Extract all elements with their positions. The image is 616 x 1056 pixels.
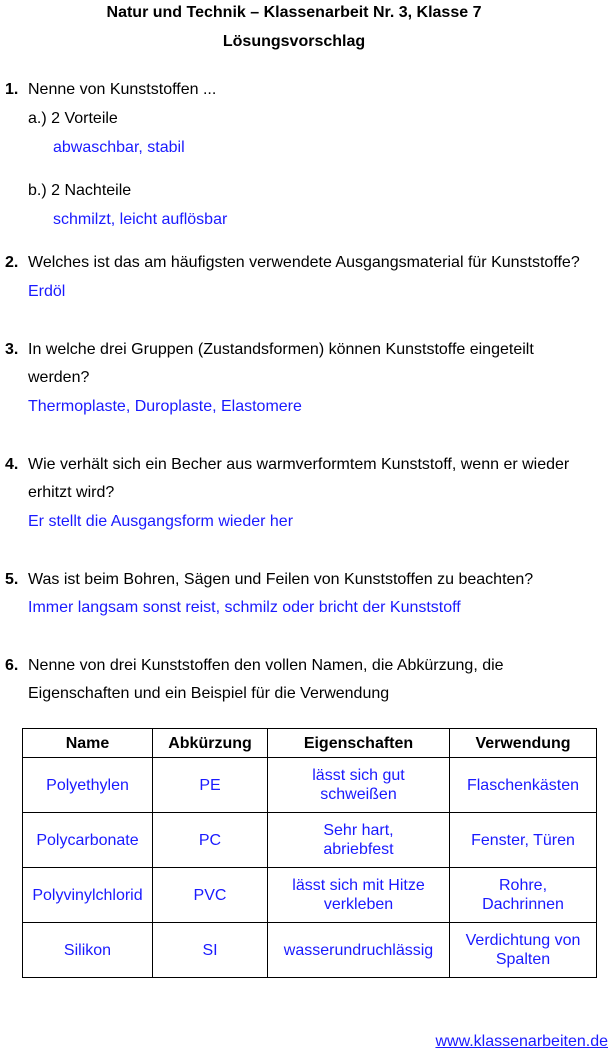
question-6-text-line1: Nenne von drei Kunststoffen den vollen Namen, die Abkürzung, die bbox=[28, 657, 504, 674]
cell-line: verkleben bbox=[323, 896, 394, 913]
cell-line: schweißen bbox=[320, 786, 397, 803]
cell-name: Polycarbonate bbox=[23, 813, 153, 868]
question-1a-label: a.) 2 Vorteile bbox=[28, 110, 118, 127]
question-1b-label: b.) 2 Nachteile bbox=[28, 182, 132, 199]
question-1-text: Nenne von Kunststoffen ... bbox=[28, 81, 217, 98]
cell-line: abriebfest bbox=[323, 841, 394, 858]
column-header-usage: Verwendung bbox=[450, 729, 597, 758]
question-5-answer: Immer langsam sonst reist, schmilz oder bricht der Kunststoff bbox=[28, 599, 461, 616]
question-5-number: 5. bbox=[5, 571, 19, 588]
cell-properties bbox=[268, 923, 450, 978]
page-subtitle: Lösungsvorschlag bbox=[222, 33, 366, 50]
cell-abbreviation: PVC bbox=[153, 868, 268, 923]
question-1a-answer: abwaschbar, stabil bbox=[53, 139, 185, 156]
cell-usage bbox=[450, 923, 597, 978]
cell-line: lässt sich gut bbox=[312, 767, 405, 784]
column-header-name: Name bbox=[23, 729, 153, 758]
question-2-answer: Erdöl bbox=[28, 283, 66, 300]
table-row bbox=[23, 868, 597, 923]
cell-usage bbox=[450, 813, 597, 868]
cell-line: wasserundruchlässig bbox=[283, 941, 434, 959]
question-3-text-line2: werden? bbox=[28, 369, 90, 386]
cell-line: Dachrinnen bbox=[482, 896, 564, 913]
question-4-text-line1: Wie verhält sich ein Becher aus warmverformtem Kunststoff, wenn er wieder bbox=[28, 456, 570, 473]
table-header-row bbox=[23, 729, 597, 758]
cell-line: Verdichtung von bbox=[465, 932, 581, 949]
table-row bbox=[23, 923, 597, 978]
question-3-text-line1: In welche drei Gruppen (Zustandsformen) können Kunststoffe eingeteilt bbox=[28, 341, 534, 358]
cell-name: Polyethylen bbox=[23, 758, 153, 813]
cell-line: Flaschenkästen bbox=[466, 776, 580, 794]
cell-line: Rohre, bbox=[498, 877, 548, 894]
cell-usage bbox=[450, 868, 597, 923]
question-2-number: 2. bbox=[5, 254, 19, 271]
column-header-abbreviation: Abkürzung bbox=[153, 729, 268, 758]
page-title: Natur und Technik – Klassenarbeit Nr. 3, Klasse 7 bbox=[106, 4, 482, 21]
cell-line: lässt sich mit Hitze bbox=[292, 877, 425, 894]
question-3-answer: Thermoplaste, Duroplaste, Elastomere bbox=[28, 398, 302, 415]
question-3-number: 3. bbox=[5, 341, 19, 358]
cell-properties bbox=[268, 813, 450, 868]
cell-abbreviation: PC bbox=[153, 813, 268, 868]
question-4-answer: Er stellt die Ausgangsform wieder her bbox=[28, 513, 294, 530]
cell-name: Silikon bbox=[23, 923, 153, 978]
question-5-text: Was ist beim Bohren, Sägen und Feilen von Kunststoffen zu beachten? bbox=[28, 571, 534, 588]
table-row bbox=[23, 758, 597, 813]
cell-line: Fenster, Türen bbox=[471, 831, 575, 849]
cell-line: Sehr hart, bbox=[323, 822, 394, 839]
cell-abbreviation: SI bbox=[153, 923, 268, 978]
question-1b-answer: schmilzt, leicht auflösbar bbox=[53, 211, 228, 228]
cell-properties bbox=[268, 758, 450, 813]
footer-link[interactable]: www.klassenarbeiten.de bbox=[435, 1033, 608, 1050]
question-6-text-line2: Eigenschaften und ein Beispiel für die Verwendung bbox=[28, 685, 390, 702]
column-header-properties: Eigenschaften bbox=[268, 729, 450, 758]
question-4-number: 4. bbox=[5, 456, 19, 473]
cell-usage bbox=[450, 758, 597, 813]
table-row bbox=[23, 813, 597, 868]
cell-properties bbox=[268, 868, 450, 923]
question-6-number: 6. bbox=[5, 657, 19, 674]
plastics-table bbox=[22, 728, 597, 978]
question-4-text-line2: erhitzt wird? bbox=[28, 484, 115, 501]
cell-abbreviation: PE bbox=[153, 758, 268, 813]
cell-name: Polyvinylchlorid bbox=[23, 868, 153, 923]
question-2-text: Welches ist das am häufigsten verwendete Ausgangsmaterial für Kunststoffe? bbox=[28, 254, 580, 271]
question-1-number: 1. bbox=[5, 81, 19, 98]
cell-line: Spalten bbox=[495, 951, 551, 968]
